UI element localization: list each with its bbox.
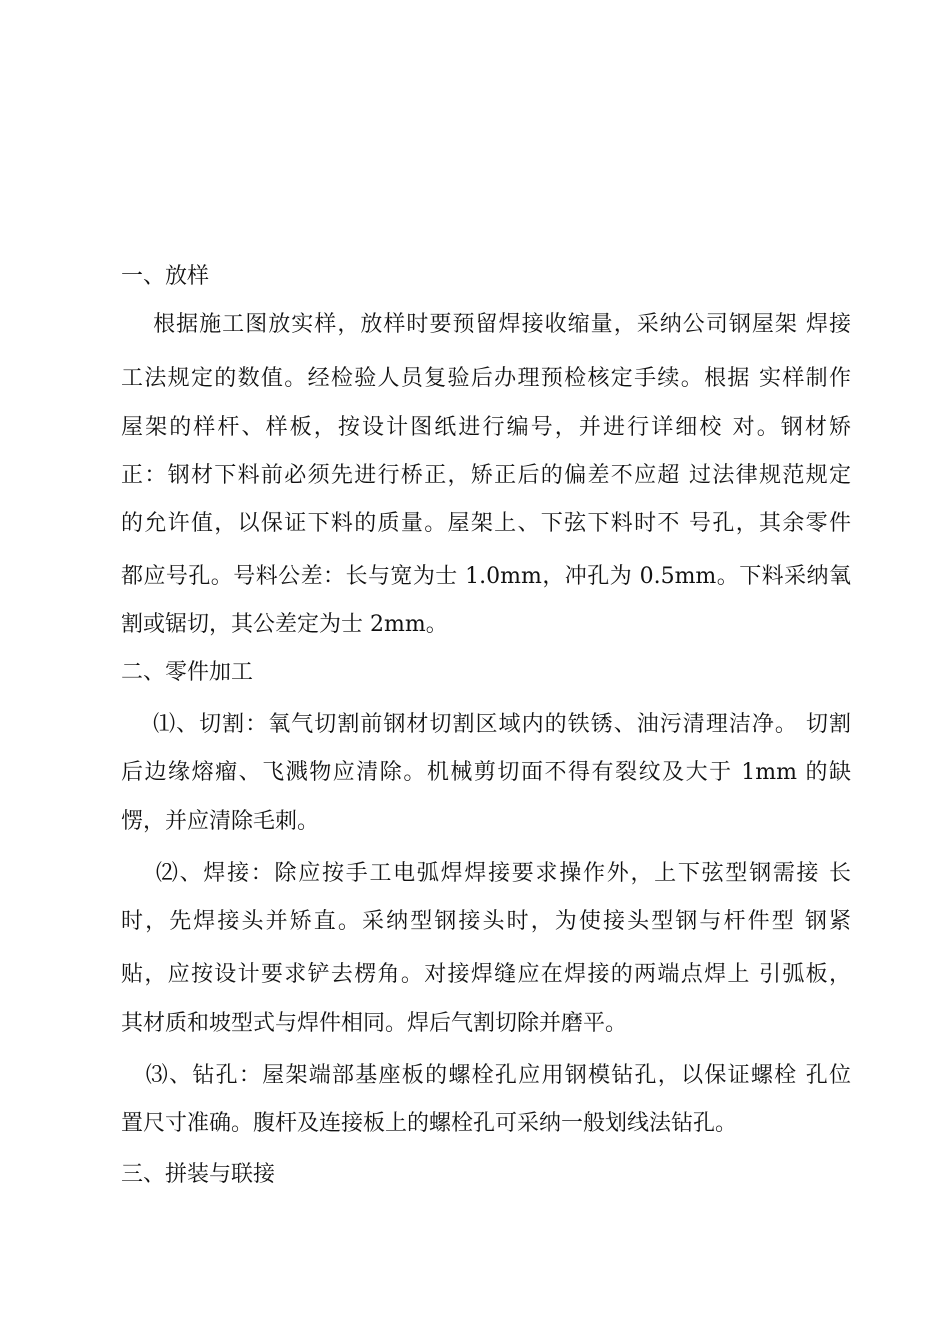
item-drilling-line: ⑶、钻孔：屋架端部基座板的螺栓孔应用钢模钻孔，以保证螺栓 孔位 xyxy=(121,1063,851,1088)
item-welding-line: 其材质和坡型式与焊件相同。焊后气割切除并磨平。 xyxy=(121,1011,628,1036)
item-cutting-line: 后边缘熔瘤、飞溅物应清除。机械剪切面不得有裂纹及大于 1mm 的缺 xyxy=(121,760,851,785)
paragraph-line: 根据施工图放实样，放样时要预留焊接收缩量，采纳公司钢屋架 焊接 xyxy=(121,312,851,337)
section-heading-parts: 二、零件加工 xyxy=(121,660,254,685)
section-heading-assembly: 三、拼装与联接 xyxy=(121,1162,276,1187)
section-heading-layout: 一、放样 xyxy=(121,264,210,289)
paragraph-line: 都应号孔。号料公差：长与宽为士 1.0mm，冲孔为 0.5mm。下料采纳氧 xyxy=(121,564,851,589)
item-cutting-line: 愣，并应清除毛刺。 xyxy=(121,809,320,834)
item-welding-line: ⑵、焊接：除应按手工电弧焊焊接要求操作外，上下弦型钢需接 长 xyxy=(121,861,851,886)
item-drilling-line: 置尺寸准确。腹杆及连接板上的螺栓孔可采纳一般划线法钻孔。 xyxy=(121,1111,738,1136)
item-welding-line: 贴，应按设计要求铲去楞角。对接焊缝应在焊接的两端点焊上 引弧板， xyxy=(121,962,851,987)
item-cutting-line: ⑴、切割：氧气切割前钢材切割区域内的铁锈、油污清理洁净。 切割 xyxy=(121,712,851,737)
paragraph-line: 工法规定的数值。经检验人员复验后办理预检核定手续。根据 实样制作 xyxy=(121,366,851,391)
paragraph-line: 的允许值，以保证下料的质量。屋架上、下弦下料时不 号孔，其余零件 xyxy=(121,511,851,536)
paragraph-line: 正：钢材下料前必须先进行桥正，矫正后的偏差不应超 过法律规范规定 xyxy=(121,463,851,488)
paragraph-line: 屋架的样杆、样板，按设计图纸进行编号，并进行详细校 对。钢材矫 xyxy=(121,415,851,440)
paragraph-line: 割或锯切，其公差定为士 2mm。 xyxy=(121,612,448,637)
item-welding-line: 时，先焊接头并矫直。采纳型钢接头时，为使接头型钢与杆件型 钢紧 xyxy=(121,909,851,934)
